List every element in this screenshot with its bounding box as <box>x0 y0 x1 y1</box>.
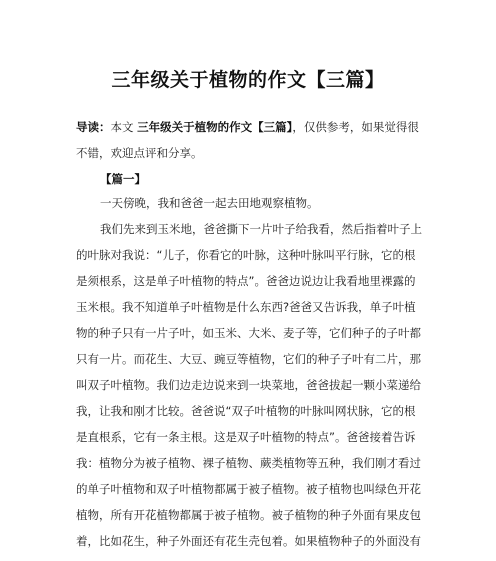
body-line: 我，让我和刚才比较。爸爸说“双子叶植物的叶脉叫网状脉，它的根 <box>76 404 416 418</box>
body-line: 的叶脉对我说：“儿子，你看它的叶脉，这种叶脉叫平行脉，它的根 <box>76 248 416 262</box>
section-heading: 【篇一】 <box>100 172 146 186</box>
intro-text-line1-after: ，仅供参考，如果觉得很 <box>292 120 419 134</box>
article-body <box>76 190 436 554</box>
intro-title-reference: 三年级关于植物的作文【三篇】 <box>137 120 293 134</box>
document-title: 三年级关于植物的作文【三篇】 <box>111 69 385 91</box>
body-line: 是直根系，它有一条主根。这是双子叶植物的特点”。爸爸接着告诉 <box>76 430 416 444</box>
body-line: 一天傍晚，我和爸爸一起去田地观察植物。 <box>100 196 319 210</box>
body-line: 的单子叶植物和双子叶植物都属于被子植物。被子植物也叫绿色开花 <box>76 482 421 496</box>
body-line: 物的种子只有一片子叶，如玉米、大米、麦子等，它们种子的子叶都 <box>76 326 421 340</box>
intro-text-before: 本文 <box>110 120 138 134</box>
intro-label: 导读： <box>76 120 111 134</box>
body-line: 我：植物分为被子植物、裸子植物、蕨类植物等五种，我们刚才看过 <box>76 456 421 470</box>
body-line: 植物，所有开花植物都属于被子植物。被子植物的种子外面有果皮包 <box>76 508 421 522</box>
body-line: 着，比如花生，种子外面还有花生壳包着。如果植物种子的外面没有 <box>76 534 421 548</box>
body-line: 是须根系，这是单子叶植物的特点”。爸爸边说边让我看地里裸露的 <box>76 274 416 288</box>
body-line: 叫双子叶植物。我们边走边说来到一块菜地，爸爸拔起一颗小菜递给 <box>76 378 421 392</box>
body-line: 玉米根。我不知道单子叶植物是什么东西?爸爸又告诉我，单子叶植 <box>76 300 416 314</box>
intro-paragraph <box>76 114 426 166</box>
intro-text-line2: 不错，欢迎点评和分享。 <box>76 146 203 160</box>
body-line: 只有一片。而花生、大豆、豌豆等植物，它们的种子子叶有二片，那 <box>76 352 421 366</box>
body-line: 我们先来到玉米地，爸爸撕下一片叶子给我看，然后指着叶子上 <box>100 222 422 236</box>
